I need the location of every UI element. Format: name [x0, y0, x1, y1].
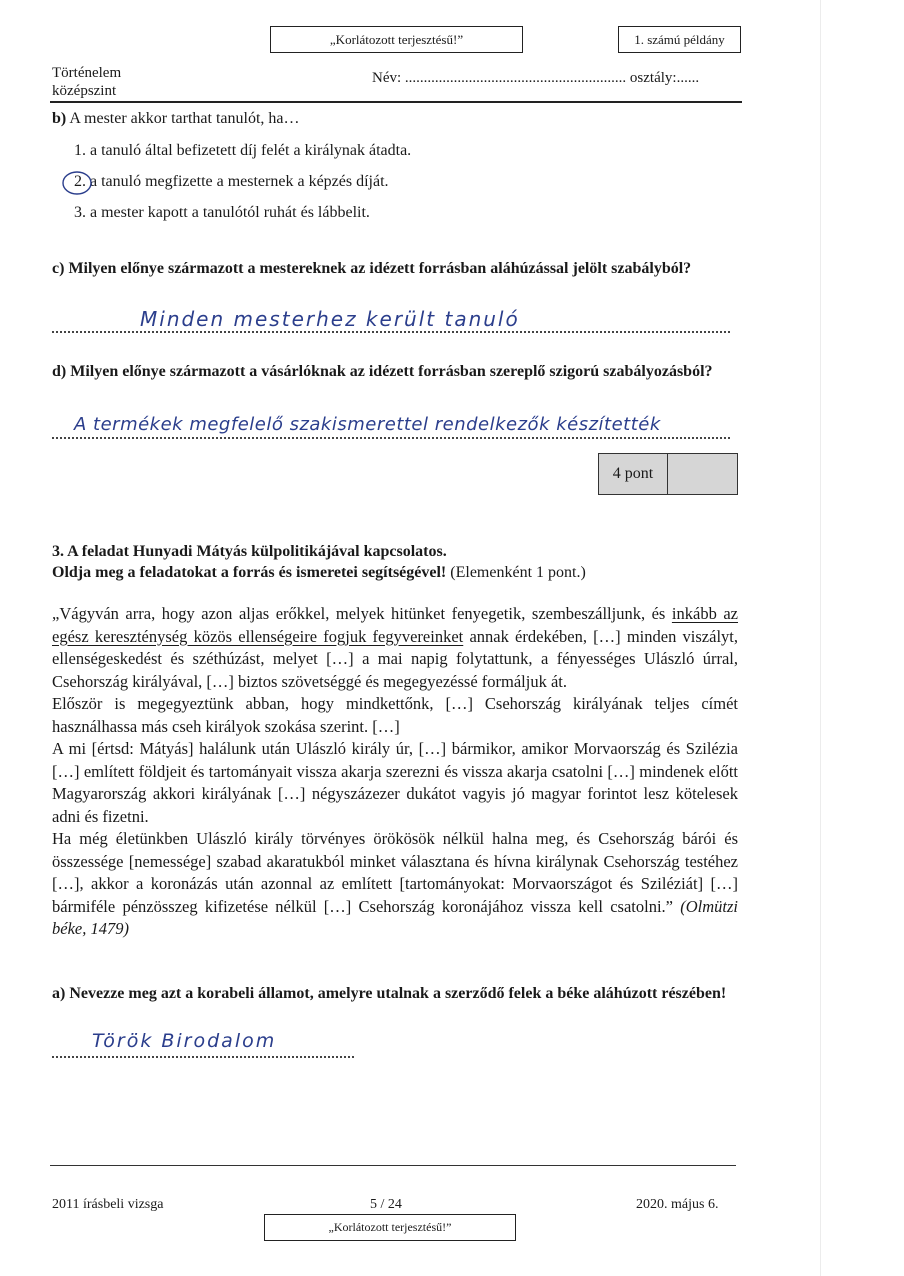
- question-d: [52, 361, 742, 382]
- source-paragraph-3: A mi [értsd: Mátyás] halálunk után Ulászló király úr, […] bármikor, amikor Morvaország és Szilézia […] említett földjeit és tartományait vissza akarja szerezni és vissza akarja csatolni […] mindenek előtt Magyarország akkori királyának […] négyszázezer dukátot vagyis jó magyar forintot lesz kötelesek adni és fizetni.: [52, 739, 738, 826]
- footer-restricted-box: [264, 1214, 516, 1241]
- option-3: [74, 204, 370, 222]
- points-box: [598, 453, 738, 495]
- source-paragraph-1: [52, 603, 738, 693]
- subject-label: [52, 64, 121, 100]
- header-rule: [50, 101, 742, 103]
- answer-c-handwriting: Minden mesterhez került tanuló: [140, 307, 520, 331]
- option-1: [74, 142, 411, 160]
- footer-exam: 2011 írásbeli vizsga: [52, 1197, 164, 1212]
- question-b-letter: b): [52, 110, 67, 127]
- source-paragraph-4: [52, 828, 738, 941]
- task3-instruction: [52, 562, 586, 583]
- task3-instruction-bold: Oldja meg a feladatokat a forrás és ismeretei segítségével!: [52, 564, 447, 581]
- footer-date: 2020. május 6.: [636, 1197, 719, 1212]
- source-p1-post: annak érdekében, […] minden viszályt, ellenségeskedést és széthúzást, melyet […] a mai napig folytattunk, a fényességes Ulászló úrral, Csehország királyával, […] biztos szövetséggé és megegyezéssé formáljuk át.: [52, 626, 738, 691]
- source-paragraph-2: Először is megegyeztünk abban, hogy mindkettőnk, […] Csehország királyának teljes címét használhassa más cseh királyok szokása szerint. […]: [52, 694, 738, 736]
- footer-rule: [50, 1165, 736, 1166]
- copy-label: 1. számú példány: [634, 32, 725, 47]
- name-field-line: Név: ........................................................... osztály:......: [372, 70, 700, 86]
- task3-title: 3. A feladat Hunyadi Mátyás külpolitikájával kapcsolatos.: [52, 543, 447, 560]
- task3-instruction-normal: (Elemenként 1 pont.): [446, 564, 586, 581]
- points-label: 4 pont: [599, 454, 668, 494]
- source-p4-text: Ha még életünkben Ulászló király törvényes örökösök nélkül halna meg, és Csehország bárói és összessége [nemessége] szabad akaratukból minket választana és hívna királynak Csehország testéhez […], akkor a koronázás után azonnal az említett [tartományokat: Morvaországot és Sziléziát] […] bármiféle pénzösszeg kifizetése nélkül […] Csehország koronájához vissza kell csatolni.”: [52, 829, 738, 916]
- points-score-cell: [668, 454, 737, 494]
- question-b: [52, 110, 300, 128]
- answer-d-handwriting: A termékek megfelelő szakismerettel rendelkezők készítették: [74, 414, 661, 435]
- question-c-letter: c): [52, 260, 65, 277]
- question-c: [52, 258, 742, 279]
- subject-line2: középszint: [52, 83, 117, 99]
- question-d-letter: d): [52, 363, 67, 380]
- option-2-number: 2.: [74, 173, 86, 190]
- footer-page-number: 5 / 24: [370, 1197, 402, 1212]
- option-2: [74, 173, 389, 191]
- source-underlined-part: inkább az egész kereszténység közös ellenségeire fogjuk fegyvereinket: [52, 604, 739, 646]
- page-edge-line: [820, 0, 821, 1276]
- option-3-text: a mester kapott a tanulótól ruhát és lábbelit.: [90, 204, 370, 221]
- restricted-label: „Korlátozott terjesztésű!”: [329, 32, 464, 47]
- option-2-text: a tanuló megfizette a mesternek a képzés díját.: [90, 173, 389, 190]
- footer-restricted-label: „Korlátozott terjesztésű!”: [328, 1220, 452, 1234]
- subject-line1: Történelem: [52, 65, 122, 81]
- handwritten-circle-mark: [60, 168, 94, 198]
- question-3a: a) Nevezze meg azt a korabeli államot, amelyre utalnak a szerződő felek a béke aláhúzott részében!: [52, 985, 727, 1002]
- restricted-distribution-box: [270, 26, 523, 53]
- option-1-text: a tanuló által befizetett díj felét a királynak átadta.: [90, 142, 412, 159]
- option-1-number: 1.: [74, 142, 86, 159]
- question-d-text: Milyen előnye származott a vásárlóknak az idézett forrásban szereplő szigorú szabályozásból?: [70, 363, 713, 380]
- copy-number-box: [618, 26, 741, 53]
- option-3-number: 3.: [74, 204, 86, 221]
- question-c-text: Milyen előnye származott a mestereknek az idézett forrásban aláhúzással jelölt szabályból?: [68, 260, 692, 277]
- answer-3a-line: [52, 1055, 354, 1058]
- answer-d-line: [52, 436, 730, 439]
- source-citation: (Olmützi béke, 1479): [52, 896, 738, 938]
- source-text: [52, 603, 738, 941]
- question-b-text: A mester akkor tarthat tanulót, ha…: [69, 110, 300, 127]
- answer-3a-handwriting: Török Birodalom: [92, 1030, 277, 1052]
- source-p1-pre: „Vágyván arra, hogy azon aljas erőkkel, melyek hitünket fenyegetik, szembeszálljunk, és: [52, 604, 672, 623]
